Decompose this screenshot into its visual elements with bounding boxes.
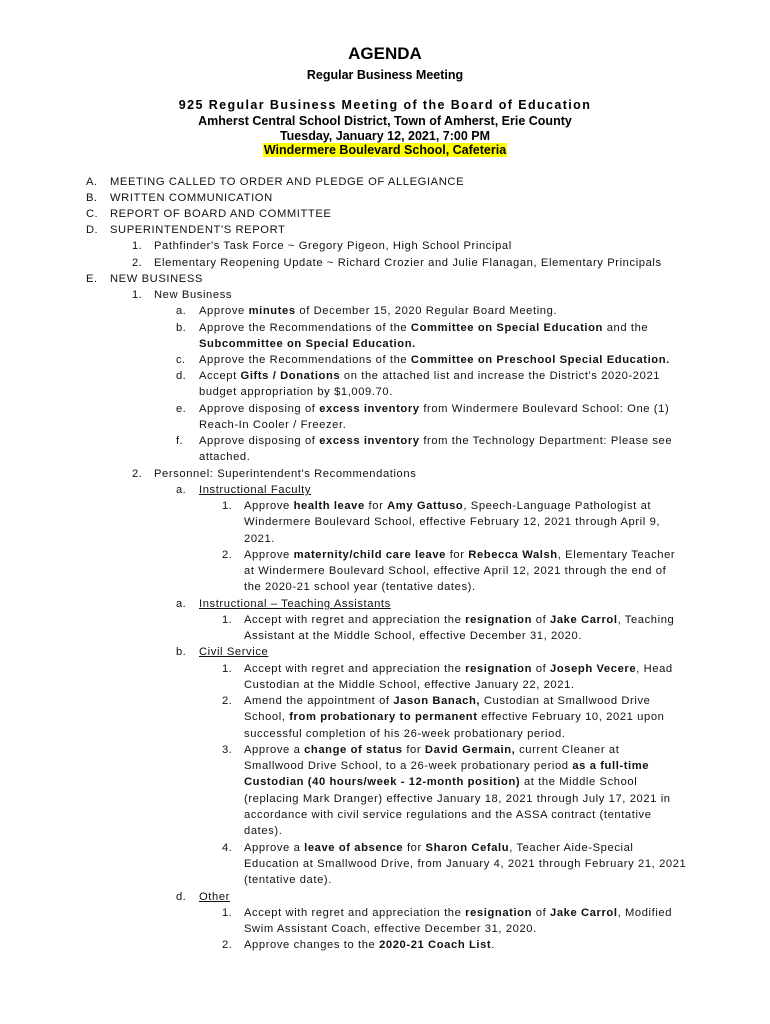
agenda-item-minutes: Approve minutes of December 15, 2020 Regular Board Meeting. bbox=[199, 305, 558, 317]
faculty-item-gattuso-cont: 2021. bbox=[244, 533, 275, 545]
cs-item-germain-cont: Custodian (40 hours/week - 12-month position) at the Middle School bbox=[244, 776, 638, 788]
heading-other: Other bbox=[199, 891, 230, 903]
section-marker: C. bbox=[86, 208, 98, 220]
agenda-item-cse: Approve the Recommendations of the Committee on Special Education and the bbox=[199, 322, 649, 334]
agenda-item-inventory-tech: Approve disposing of excess inventory from the Technology Department: Please see bbox=[199, 435, 673, 447]
report-item-reopening: Elementary Reopening Update ~ Richard Crozier and Julie Flanagan, Elementary Principals bbox=[154, 257, 662, 269]
item-marker: b. bbox=[176, 322, 187, 334]
meeting-name: 925 Regular Business Meeting of the Board of Education bbox=[178, 98, 592, 112]
cs-item-germain-cont: Smallwood Drive School, to a 26-week probationary period as a full-time bbox=[244, 760, 650, 772]
faculty-item-gattuso-cont: Windermere Boulevard School, effective February 12, 2021 through April 9, bbox=[244, 516, 661, 528]
agenda-item-gifts-cont: budget appropriation by $1,009.70. bbox=[199, 386, 393, 398]
item-marker: a. bbox=[176, 598, 187, 610]
location-highlight: Windermere Boulevard School, Cafeteria bbox=[263, 143, 507, 157]
item-marker: a. bbox=[176, 484, 187, 496]
item-marker: b. bbox=[176, 646, 187, 658]
item-marker: 3. bbox=[222, 744, 233, 756]
other-item-coach-list: Approve changes to the 2020-21 Coach List. bbox=[244, 939, 495, 951]
report-item-pathfinder: Pathfinder's Task Force ~ Gregory Pigeon, High School Principal bbox=[154, 240, 512, 252]
cs-item-vecere-cont: Custodian at the Middle School, effective January 22, 2021. bbox=[244, 679, 575, 691]
item-marker: e. bbox=[176, 403, 187, 415]
item-marker: 2. bbox=[222, 939, 233, 951]
new-business-label: New Business bbox=[154, 289, 233, 301]
agenda-item-gifts: Accept Gifts / Donations on the attached list and increase the District's 2020-2021 bbox=[199, 370, 661, 382]
ta-item-carrol: Accept with regret and appreciation the resignation of Jake Carrol, Teaching bbox=[244, 614, 675, 626]
heading-instructional-faculty: Instructional Faculty bbox=[199, 484, 312, 496]
ta-item-carrol-cont: Assistant at the Middle School, effective December 31, 2020. bbox=[244, 630, 583, 642]
item-marker: d. bbox=[176, 891, 187, 903]
personnel-label: Personnel: Superintendent's Recommendations bbox=[154, 468, 417, 480]
item-marker: 2. bbox=[132, 257, 143, 269]
cs-item-germain: Approve a change of status for David Germain, current Cleaner at bbox=[244, 744, 620, 756]
faculty-item-walsh-cont: at Windermere Boulevard School, effective April 12, 2021 through the end of bbox=[244, 565, 667, 577]
cs-item-banach-cont: School, from probationary to permanent effective February 10, 2021 upon bbox=[244, 711, 665, 723]
location-line bbox=[0, 143, 770, 157]
section-marker: A. bbox=[86, 176, 98, 188]
cs-item-germain-cont: dates). bbox=[244, 825, 283, 837]
other-item-carrol: Accept with regret and appreciation the resignation of Jake Carrol, Modified bbox=[244, 907, 673, 919]
faculty-item-walsh: Approve maternity/child care leave for Rebecca Walsh, Elementary Teacher bbox=[244, 549, 676, 561]
section-superintendent-report: SUPERINTENDENT'S REPORT bbox=[110, 224, 286, 236]
section-board-report: REPORT OF BOARD AND COMMITTEE bbox=[110, 208, 332, 220]
item-marker: 1. bbox=[222, 907, 233, 919]
item-marker: c. bbox=[176, 354, 186, 366]
section-marker: E. bbox=[86, 273, 98, 285]
faculty-item-walsh-cont: the 2020-21 school year (tentative dates). bbox=[244, 581, 476, 593]
other-item-carrol-cont: Swim Assistant Coach, effective December 31, 2020. bbox=[244, 923, 537, 935]
cs-item-banach: Amend the appointment of Jason Banach, Custodian at Smallwood Drive bbox=[244, 695, 651, 707]
cs-item-cefalu-cont: (tentative date). bbox=[244, 874, 332, 886]
item-marker: 2. bbox=[222, 549, 233, 561]
agenda-item-cpse: Approve the Recommendations of the Committee on Preschool Special Education. bbox=[199, 354, 670, 366]
agenda-item-inventory-windermere: Approve disposing of excess inventory from Windermere Boulevard School: One (1) bbox=[199, 403, 670, 415]
page-subtitle: Regular Business Meeting bbox=[306, 68, 464, 82]
item-marker: 2. bbox=[132, 468, 143, 480]
cs-item-cefalu: Approve a leave of absence for Sharon Cefalu, Teacher Aide-Special bbox=[244, 842, 634, 854]
agenda-item-cse-cont: Subcommittee on Special Education. bbox=[199, 338, 416, 350]
section-marker: D. bbox=[86, 224, 98, 236]
cs-item-germain-cont: (replacing Mark Dranger) effective January 18, 2021 through July 17, 2021 in bbox=[244, 793, 671, 805]
item-marker: 1. bbox=[222, 500, 233, 512]
item-marker: 1. bbox=[132, 289, 143, 301]
item-marker: 2. bbox=[222, 695, 233, 707]
cs-item-banach-cont: successful completion of his 26-week probationary period. bbox=[244, 728, 566, 740]
item-marker: 1. bbox=[222, 614, 233, 626]
cs-item-germain-cont: accordance with civil service regulations and the ASSA contract (tentative bbox=[244, 809, 652, 821]
section-written-communication: WRITTEN COMMUNICATION bbox=[110, 192, 273, 204]
page-title: AGENDA bbox=[348, 44, 422, 63]
agenda-item-inventory-tech-cont: attached. bbox=[199, 451, 251, 463]
agenda-item-inventory-windermere-cont: Reach-In Cooler / Freezer. bbox=[199, 419, 347, 431]
item-marker: 1. bbox=[222, 663, 233, 675]
section-call-to-order: MEETING CALLED TO ORDER AND PLEDGE OF ALLEGIANCE bbox=[110, 176, 465, 188]
cs-item-cefalu-cont: Education at Smallwood Drive, from January 4, 2021 through February 21, 2021 bbox=[244, 858, 687, 870]
district-line: Amherst Central School District, Town of Amherst, Erie County bbox=[198, 114, 572, 128]
item-marker: d. bbox=[176, 370, 187, 382]
item-marker: 4. bbox=[222, 842, 233, 854]
section-new-business: NEW BUSINESS bbox=[110, 273, 203, 285]
section-marker: B. bbox=[86, 192, 98, 204]
item-marker: a. bbox=[176, 305, 187, 317]
heading-civil-service: Civil Service bbox=[199, 646, 269, 658]
cs-item-vecere: Accept with regret and appreciation the resignation of Joseph Vecere, Head bbox=[244, 663, 673, 675]
heading-teaching-assistants: Instructional – Teaching Assistants bbox=[199, 598, 391, 610]
faculty-item-gattuso: Approve health leave for Amy Gattuso, Speech-Language Pathologist at bbox=[244, 500, 652, 512]
datetime-line: Tuesday, January 12, 2021, 7:00 PM bbox=[279, 129, 491, 143]
item-marker: 1. bbox=[132, 240, 143, 252]
item-marker: f. bbox=[176, 435, 184, 447]
